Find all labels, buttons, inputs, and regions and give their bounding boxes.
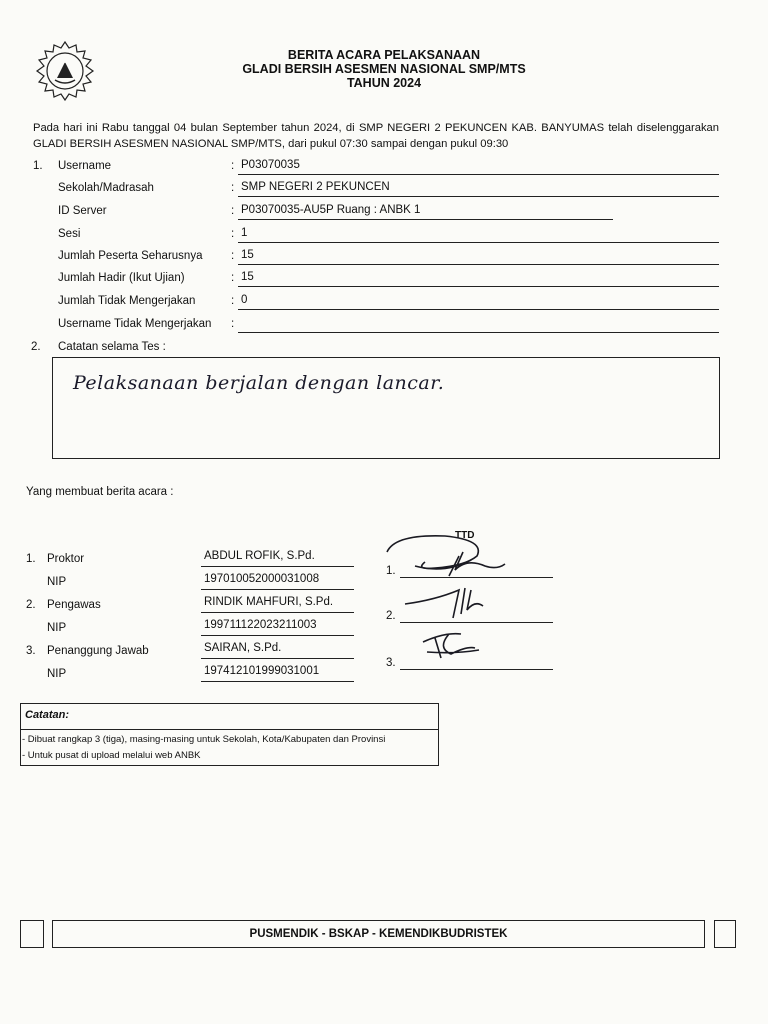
signer-nip: 197412101999031001 [204, 665, 320, 677]
signer-role: Penanggung Jawab [47, 645, 149, 657]
section-1-number: 1. [33, 160, 43, 172]
document-subtitle: GLADI BERSIH ASESMEN NASIONAL SMP/MTS [242, 62, 526, 76]
signer-nip: 199711122023211003 [204, 619, 317, 631]
field-value: SMP NEGERI 2 PEKUNCEN [241, 181, 390, 193]
field-value: 1 [241, 227, 248, 239]
field-colon: : [231, 160, 235, 172]
field-underline [238, 219, 613, 220]
ttd-label: TTD [455, 530, 475, 541]
signer-underline [201, 612, 354, 613]
signature-number: 3. [386, 657, 396, 669]
signer-number: 3. [26, 645, 36, 657]
signer-underline [201, 589, 354, 590]
section-2-number: 2. [31, 341, 41, 353]
field-colon: : [231, 272, 235, 284]
signer-underline [201, 566, 354, 567]
field-label: Jumlah Peserta Seharusnya [58, 250, 203, 262]
signer-number: 1. [26, 553, 36, 565]
field-colon: : [231, 250, 235, 262]
nip-label: NIP [47, 622, 67, 634]
signers-heading: Yang membuat berita acara : [26, 486, 174, 498]
field-underline [238, 174, 719, 175]
footer-bar [52, 920, 705, 948]
signer-role: Pengawas [47, 599, 101, 611]
signature-number: 1. [386, 565, 396, 577]
field-colon: : [231, 205, 235, 217]
signer-underline [201, 681, 354, 682]
field-label: Sesi [58, 228, 81, 240]
field-underline [238, 264, 719, 265]
footnote-item: - Untuk pusat di upload melalui web ANBK [22, 750, 201, 761]
field-label: Username [58, 160, 112, 172]
field-value: P03070035-AU5P Ruang : ANBK 1 [241, 204, 421, 216]
footnotes-title: Catatan: [25, 709, 70, 721]
field-value: 0 [241, 294, 248, 306]
field-underline [238, 196, 719, 197]
field-colon: : [231, 228, 235, 240]
notes-label: Catatan selama Tes : [58, 341, 166, 353]
field-label: Jumlah Tidak Mengerjakan [58, 295, 196, 307]
field-label: Sekolah/Madrasah [58, 182, 154, 194]
field-value: 15 [241, 249, 254, 261]
intro-paragraph: Pada hari ini Rabu tanggal 04 bulan September tahun 2024, di SMP NEGERI 2 PEKUNCEN KAB. BANYUMAS telah diselenggarakan GLADI BERSIH ASESMEN NASIONAL SMP/MTS, dari pukul 07:30 sampai dengan pukul 09:30 [33, 122, 719, 150]
document-title: BERITA ACARA PELAKSANAAN [287, 48, 481, 62]
footnotes-box [20, 703, 439, 766]
handwritten-note: Pelaksanaan berjalan dengan lancar. [73, 372, 445, 394]
field-underline [238, 242, 719, 243]
field-label: Username Tidak Mengerjakan [58, 318, 212, 330]
signer-name: SAIRAN, S.Pd. [204, 642, 282, 654]
signer-role: Proktor [47, 553, 85, 565]
footnote-item: - Dibuat rangkap 3 (tiga), masing-masing untuk Sekolah, Kota/Kabupaten dan Provinsi [22, 734, 386, 745]
document-year: TAHUN 2024 [346, 76, 422, 90]
field-value: P03070035 [241, 159, 300, 171]
field-underline [238, 286, 719, 287]
signature-drawings [375, 530, 535, 690]
nip-label: NIP [47, 576, 67, 588]
field-label: ID Server [58, 205, 107, 217]
signer-name: RINDIK MAHFURI, S.Pd. [204, 596, 334, 608]
notes-box [52, 357, 720, 459]
field-colon: : [231, 182, 235, 194]
field-value: 15 [241, 271, 254, 283]
footer-left-box [20, 920, 44, 948]
field-colon: : [231, 295, 235, 307]
field-underline [238, 332, 719, 333]
signer-nip: 197010052000031008 [204, 573, 320, 585]
footer-text: PUSMENDIK - BSKAP - KEMENDIKBUDRISTEK [249, 928, 508, 940]
signer-underline [201, 635, 354, 636]
nip-label: NIP [47, 668, 67, 680]
signer-underline [201, 658, 354, 659]
signature-number: 2. [386, 610, 396, 622]
field-colon: : [231, 318, 235, 330]
signer-name: ABDUL ROFIK, S.Pd. [204, 550, 315, 562]
field-underline [238, 309, 719, 310]
footer-right-box [714, 920, 736, 948]
signer-number: 2. [26, 599, 36, 611]
field-label: Jumlah Hadir (Ikut Ujian) [58, 272, 185, 284]
